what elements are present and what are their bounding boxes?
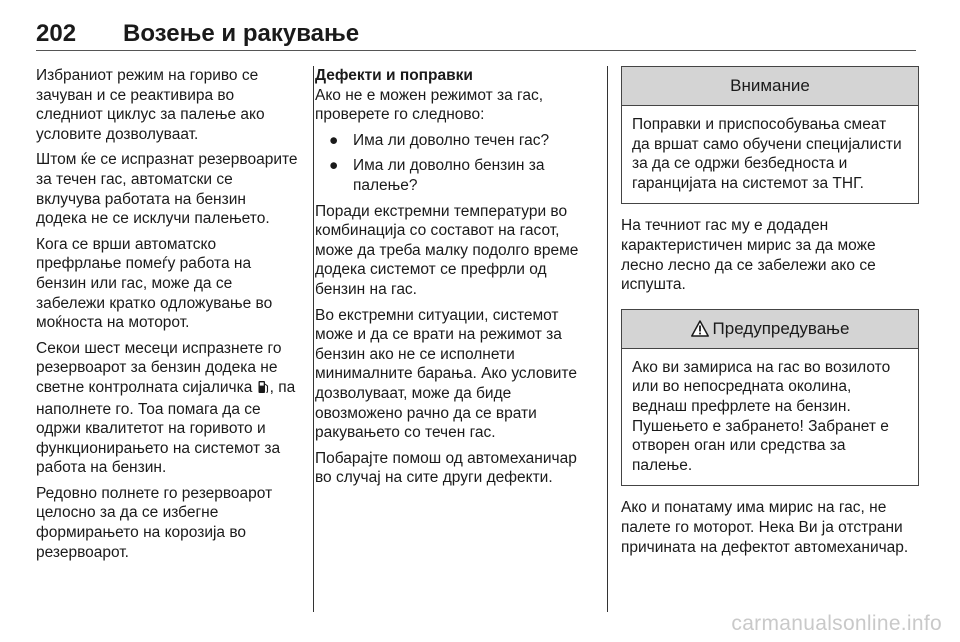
paragraph-six-months-end: , па наполнете го. Тоа помага да се одржи квалитетот на горивото и функционирањето на системот за работа на бензин. [36, 378, 296, 477]
watermark: carmanualsonline.info [731, 612, 942, 635]
paragraph-extreme-temps: Поради екстремни температури во комбинација со составот на гасот, може да треба малку подолго време додека системот се префрли од бензин на гас. [315, 202, 579, 298]
bullet-dot: ● [329, 157, 339, 175]
column-divider-1 [313, 66, 314, 612]
paragraph-persistent-odor: Ако и понатаму има мирис на гас, не палете го моторот. Нека Ви ја отстрани причината на дефектот автомеханичар. [621, 499, 909, 556]
header-rule [36, 50, 916, 51]
page-number: 202 [36, 20, 77, 47]
warning-title: Предупредување [712, 318, 850, 338]
paragraph-seek-help: Побарајте помош од автомеханичар во случај на сите други дефекти. [315, 449, 577, 487]
paragraph-fuel-mode: Избраниот режим на гориво се зачуван и се реактивира во следниот циклус за палење ако условите дозволуваат. [36, 67, 265, 143]
section-heading-defects: Дефекти и поправки [315, 67, 473, 84]
warning-header [622, 310, 918, 349]
notice-body: Поправки и приспособувања смеат да вршат само обучени специјалисти за да се одржи безбедноста и гаранцијата на системот за ТНГ. [632, 116, 902, 192]
paragraph-fill-tank: Редовно полнете го резервоарот целосно за да се избегне формирањето на корозија во резервоарот. [36, 484, 273, 561]
check-list [315, 131, 597, 196]
bullet-dot: ● [329, 131, 339, 149]
warning-body: Ако ви замириса на гас во возилото или во непосредната околина, веднаш префрлете на бензин. Пушењето е забрането! Забранет е отворен оган или средства за палење. [632, 358, 891, 474]
list-item [315, 156, 597, 195]
middle-column [315, 66, 597, 494]
paragraph-six-months [36, 339, 298, 478]
list-item [315, 131, 597, 151]
paragraph-check-intro: Ако не е можен режимот за гас, проверете го следново: [315, 86, 544, 124]
chapter-title: Возење и ракување [123, 20, 360, 47]
paragraph-extreme-situations: Во екстремни ситуации, системот може и да се врати на режимот за бензин ако не се исполнети минималните барања. Ако условите дозволуваат, може да биде овозможено рачно да се врати ракувањето со течен гас. [315, 306, 577, 442]
fuel-pump-icon [258, 380, 269, 400]
page-header [36, 14, 916, 54]
column-divider-2 [607, 66, 608, 612]
notice-title: Внимание [622, 67, 918, 106]
list-item-text: Има ли доволно бензин за палење? [353, 157, 545, 194]
notice-box [621, 66, 919, 204]
list-item-text: Има ли доволно течен гас? [353, 131, 550, 149]
paragraph-empty-tanks: Штом ќе се испразнат резервоарите за течен гас, автоматски се вклучува работата на бензин додека не се исклучи палењето. [36, 151, 298, 228]
paragraph-six-months-start: Секои шест месеци испразнете го резервоарот за бензин додека не светне контролната сијаличка [36, 339, 282, 396]
right-column [621, 66, 919, 563]
warning-box [621, 309, 919, 487]
paragraph-switching: Кога се врши автоматско префрлање помеѓу работа на бензин или гас, може да се забележи кратко одложување во моќноста на моторот. [36, 235, 273, 332]
warning-triangle-icon [691, 313, 709, 351]
paragraph-gas-odor: На течниот гас му е додаден карактеристичен мирис за да може лесно лесно да се забележи ако се испушта. [621, 217, 876, 294]
left-column [36, 66, 298, 568]
